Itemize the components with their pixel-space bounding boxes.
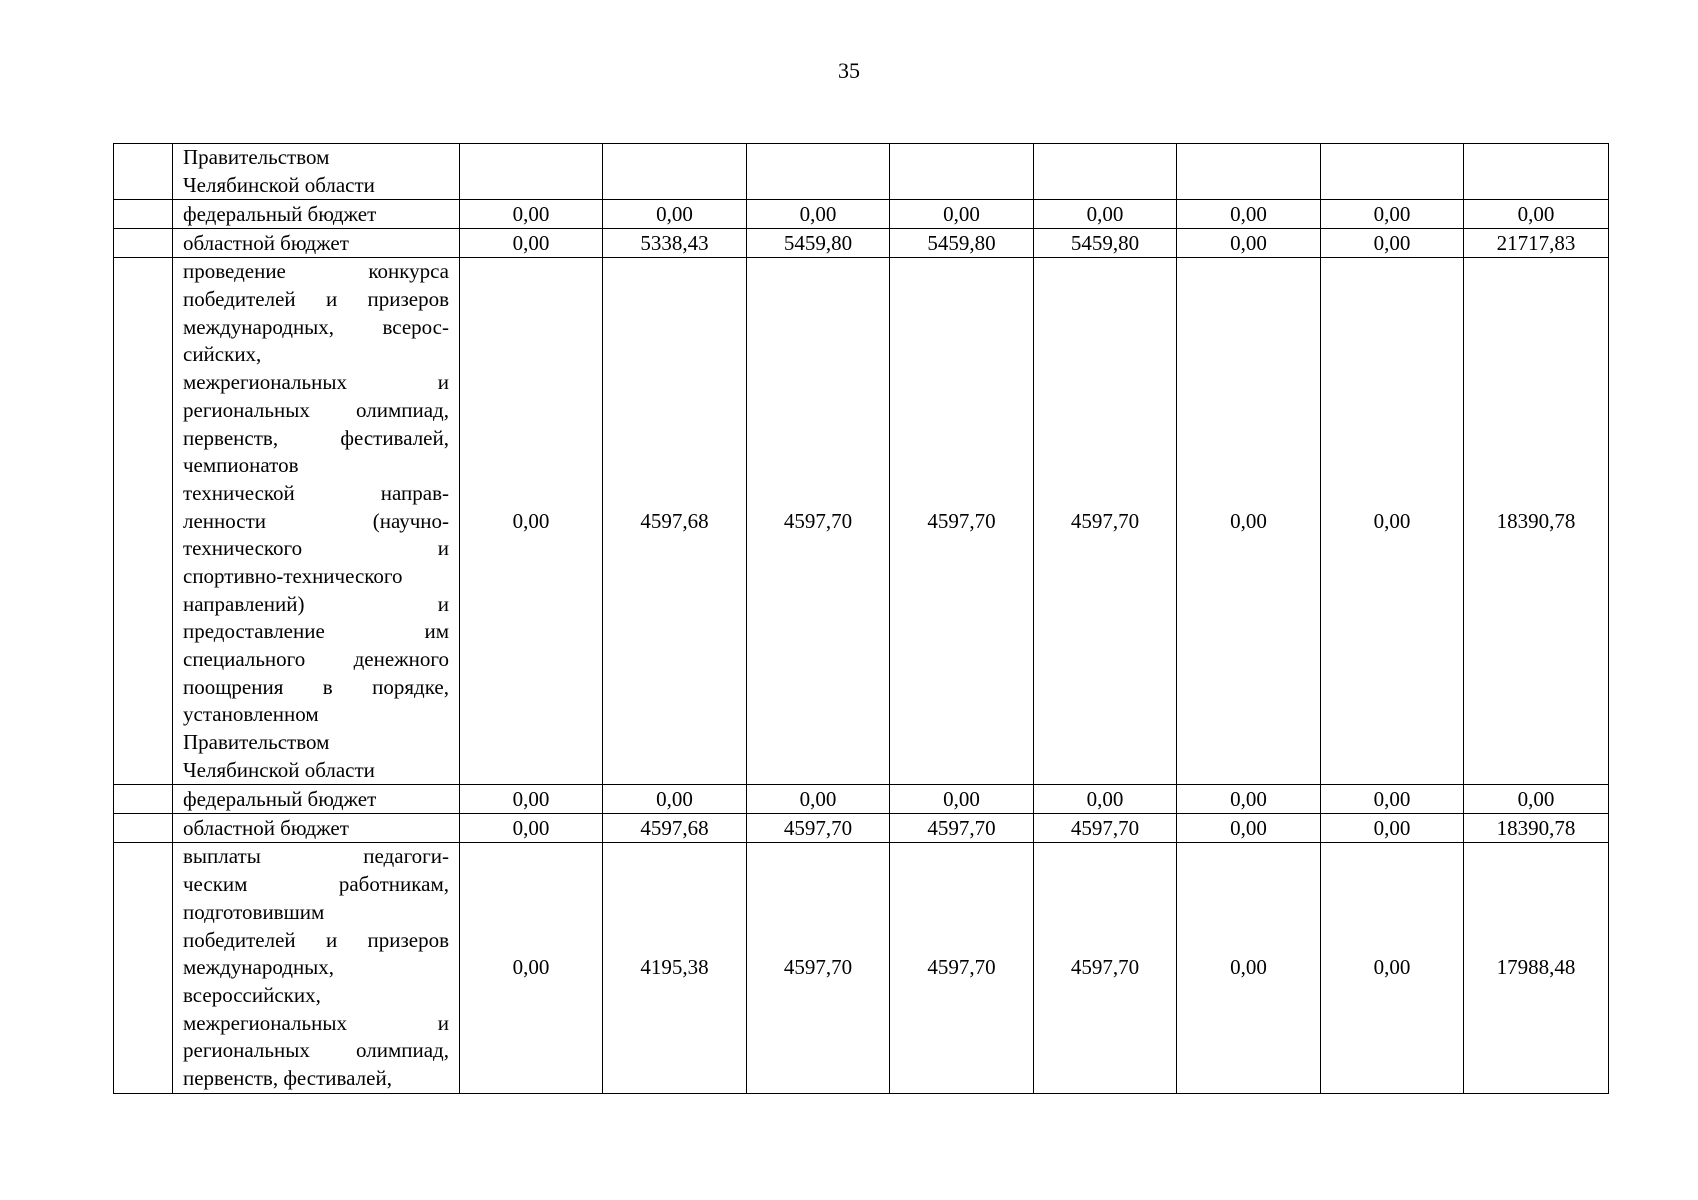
description-cell bbox=[173, 843, 460, 1093]
description-line: ческим работникам, bbox=[183, 872, 449, 897]
value-cell bbox=[1177, 144, 1321, 200]
value-cell: 18390,78 bbox=[1464, 258, 1609, 785]
description-line: международных, bbox=[183, 955, 335, 980]
description-line: Челябинской области bbox=[183, 172, 375, 197]
row-number-cell bbox=[114, 258, 173, 785]
description-line: установленном bbox=[183, 702, 319, 727]
description-line: направлений) и bbox=[183, 591, 449, 616]
description-line: областной бюджет bbox=[183, 815, 349, 840]
value-cell: 4597,70 bbox=[890, 814, 1034, 843]
row-number-cell bbox=[114, 144, 173, 200]
value-cell: 5459,80 bbox=[1034, 229, 1177, 258]
value-cell: 0,00 bbox=[1177, 258, 1321, 785]
description-line: выплаты педагоги- bbox=[183, 844, 449, 869]
value-cell: 4597,70 bbox=[890, 258, 1034, 785]
page-number: 35 bbox=[838, 58, 860, 83]
description-line: предоставление им bbox=[183, 619, 449, 644]
description-line: межрегиональных и bbox=[183, 370, 449, 395]
description-line: федеральный бюджет bbox=[183, 201, 377, 226]
description-line: ленности (научно- bbox=[183, 508, 449, 533]
value-cell: 5338,43 bbox=[603, 229, 747, 258]
value-cell: 0,00 bbox=[1034, 200, 1177, 229]
table-row bbox=[114, 258, 1609, 785]
description-line: международных, всерос- bbox=[183, 314, 449, 339]
value-cell: 0,00 bbox=[1321, 200, 1464, 229]
table-row bbox=[114, 814, 1609, 843]
value-cell bbox=[890, 144, 1034, 200]
value-cell: 0,00 bbox=[1321, 258, 1464, 785]
value-cell: 17988,48 bbox=[1464, 843, 1609, 1093]
value-cell: 0,00 bbox=[603, 200, 747, 229]
description-line: проведение конкурса bbox=[183, 259, 449, 284]
value-cell: 4597,70 bbox=[747, 258, 890, 785]
value-cell: 4597,70 bbox=[747, 843, 890, 1093]
description-line: победителей и призеров bbox=[183, 287, 449, 312]
table-row bbox=[114, 229, 1609, 258]
value-cell: 0,00 bbox=[460, 843, 603, 1093]
description-line: спортивно-технического bbox=[183, 563, 403, 588]
description-line: технической направ- bbox=[183, 480, 449, 505]
value-cell bbox=[747, 144, 890, 200]
description-cell bbox=[173, 785, 460, 814]
description-line: специального денежного bbox=[183, 647, 449, 671]
value-cell bbox=[1464, 144, 1609, 200]
description-line: региональных олимпиад, bbox=[183, 397, 449, 422]
value-cell: 0,00 bbox=[1321, 785, 1464, 814]
value-cell: 0,00 bbox=[460, 258, 603, 785]
value-cell: 0,00 bbox=[747, 785, 890, 814]
value-cell: 4195,38 bbox=[603, 843, 747, 1093]
table-row bbox=[114, 843, 1609, 1093]
table-row bbox=[114, 200, 1609, 229]
value-cell: 4597,70 bbox=[890, 843, 1034, 1093]
description-line: Челябинской области bbox=[183, 757, 375, 782]
value-cell: 4597,70 bbox=[1034, 843, 1177, 1093]
description-line: федеральный бюджет bbox=[183, 786, 377, 811]
value-cell: 4597,70 bbox=[747, 814, 890, 843]
row-number-cell bbox=[114, 200, 173, 229]
row-number-cell bbox=[114, 843, 173, 1093]
description-line: подготовившим bbox=[183, 899, 325, 924]
value-cell: 0,00 bbox=[890, 200, 1034, 229]
value-cell: 5459,80 bbox=[890, 229, 1034, 258]
value-cell: 0,00 bbox=[1177, 785, 1321, 814]
value-cell: 4597,68 bbox=[603, 814, 747, 843]
value-cell bbox=[1321, 144, 1464, 200]
value-cell: 4597,70 bbox=[1034, 814, 1177, 843]
value-cell: 0,00 bbox=[460, 200, 603, 229]
value-cell: 0,00 bbox=[460, 814, 603, 843]
value-cell: 0,00 bbox=[1464, 785, 1609, 814]
value-cell: 0,00 bbox=[747, 200, 890, 229]
description-line: победителей и призеров bbox=[183, 927, 449, 952]
value-cell: 0,00 bbox=[603, 785, 747, 814]
description-line: поощрения в порядке, bbox=[183, 674, 449, 699]
value-cell: 0,00 bbox=[460, 229, 603, 258]
row-number-cell bbox=[114, 814, 173, 843]
description-line: всероссийских, bbox=[183, 982, 321, 1007]
value-cell: 0,00 bbox=[890, 785, 1034, 814]
description-line: Правительством bbox=[183, 730, 330, 755]
value-cell: 0,00 bbox=[1034, 785, 1177, 814]
description-line: межрегиональных и bbox=[183, 1010, 449, 1035]
description-cell bbox=[173, 144, 460, 200]
description-line: региональных олимпиад, bbox=[183, 1038, 449, 1063]
value-cell: 4597,68 bbox=[603, 258, 747, 785]
value-cell: 0,00 bbox=[1177, 229, 1321, 258]
value-cell: 5459,80 bbox=[747, 229, 890, 258]
value-cell bbox=[460, 144, 603, 200]
value-cell: 0,00 bbox=[1177, 814, 1321, 843]
description-cell bbox=[173, 229, 460, 258]
description-line: первенств, фестивалей, bbox=[183, 425, 449, 450]
description-line: первенств, фестивалей, bbox=[183, 1065, 392, 1090]
value-cell: 0,00 bbox=[1464, 200, 1609, 229]
table-body bbox=[114, 144, 1609, 1094]
row-number-cell bbox=[114, 785, 173, 814]
description-cell bbox=[173, 200, 460, 229]
table-row bbox=[114, 785, 1609, 814]
description-line: чемпионатов bbox=[183, 453, 299, 478]
row-number-cell bbox=[114, 229, 173, 258]
value-cell bbox=[603, 144, 747, 200]
description-line: Правительством bbox=[183, 145, 330, 169]
table-row bbox=[114, 144, 1609, 200]
budget-table bbox=[113, 143, 1609, 1094]
description-cell bbox=[173, 814, 460, 843]
value-cell: 0,00 bbox=[1321, 814, 1464, 843]
value-cell: 0,00 bbox=[1177, 843, 1321, 1093]
value-cell: 0,00 bbox=[1321, 229, 1464, 258]
description-cell bbox=[173, 258, 460, 785]
value-cell: 0,00 bbox=[1177, 200, 1321, 229]
description-line: сийских, bbox=[183, 342, 262, 367]
value-cell: 18390,78 bbox=[1464, 814, 1609, 843]
description-line: областной бюджет bbox=[183, 230, 349, 255]
value-cell: 21717,83 bbox=[1464, 229, 1609, 258]
description-line: технического и bbox=[183, 536, 449, 561]
value-cell bbox=[1034, 144, 1177, 200]
value-cell: 0,00 bbox=[460, 785, 603, 814]
value-cell: 4597,70 bbox=[1034, 258, 1177, 785]
value-cell: 0,00 bbox=[1321, 843, 1464, 1093]
